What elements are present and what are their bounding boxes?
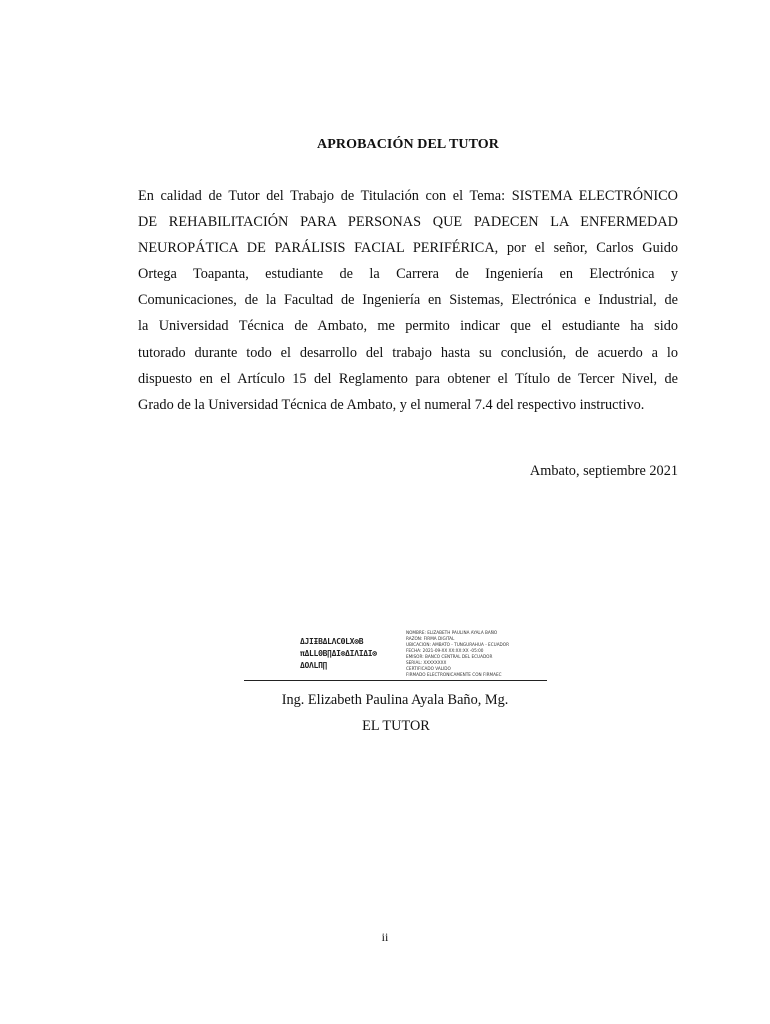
paragraph-line: DE REHABILITACIÓN PARA PERSONAS QUE PADECEN LA ENFERMEDAD [138, 214, 678, 231]
signature-details: NOMBRE: ELIZABETH PAULINA AYALA BAÑO RAZON: FIRMA DIGITAL UBICACION: AMBATO - TUNGURAHUA - ECUADOR FECHA: 2021-09-XX XX:XX:XX -05:00 EMISOR: BANCO CENTRAL DEL ECUADOR SERIAL: XXXXXXXX CERTIFICADO VALIDO FIRMADO ELECTRONICAMENTE CON FIRMAEC [406, 630, 509, 677]
tutor-role: EL TUTOR [362, 718, 430, 734]
place-date: Ambato, septiembre 2021 [529, 463, 678, 479]
approval-paragraph [138, 183, 678, 418]
signature-line [244, 680, 547, 681]
paragraph-line: Ortega Toapanta, estudiante de la Carrera de Ingeniería en Electrónica y [138, 266, 678, 283]
paragraph-line: NEUROPÁTICA DE PARÁLISIS FACIAL PERIFÉRICA, por el señor, Carlos Guido [138, 240, 678, 257]
paragraph-line: tutorado durante todo el desarrollo del trabajo hasta su conclusión, de acuerdo a lo [138, 344, 678, 361]
paragraph-line: la Universidad Técnica de Ambato, me permito indicar que el estudiante ha sido [138, 318, 678, 335]
page-title: APROBACIÓN DEL TUTOR [317, 137, 499, 152]
signature-name-glyphs: ΔJIƗBΔLΛCΘLX⊗B πΔLLΘΒ∏ΔI⊗ΔIΛIΔI⊗ ΔΟΛLΠ∏ [300, 637, 377, 670]
paragraph-line: Comunicaciones, de la Facultad de Ingeniería en Sistemas, Electrónica e Industrial, de [138, 292, 678, 309]
digital-signature-stamp [300, 630, 510, 680]
paragraph-line: En calidad de Tutor del Trabajo de Titulación con el Tema: SISTEMA ELECTRÓNICO [138, 188, 678, 204]
page-number: ii [381, 930, 389, 944]
tutor-name: Ing. Elizabeth Paulina Ayala Baño, Mg. [281, 692, 509, 708]
paragraph-line: Grado de la Universidad Técnica de Ambato, y el numeral 7.4 del respectivo instructivo. [138, 396, 645, 413]
paragraph-line: dispuesto en el Artículo 15 del Reglamento para obtener el Título de Tercer Nivel, de [138, 370, 678, 387]
